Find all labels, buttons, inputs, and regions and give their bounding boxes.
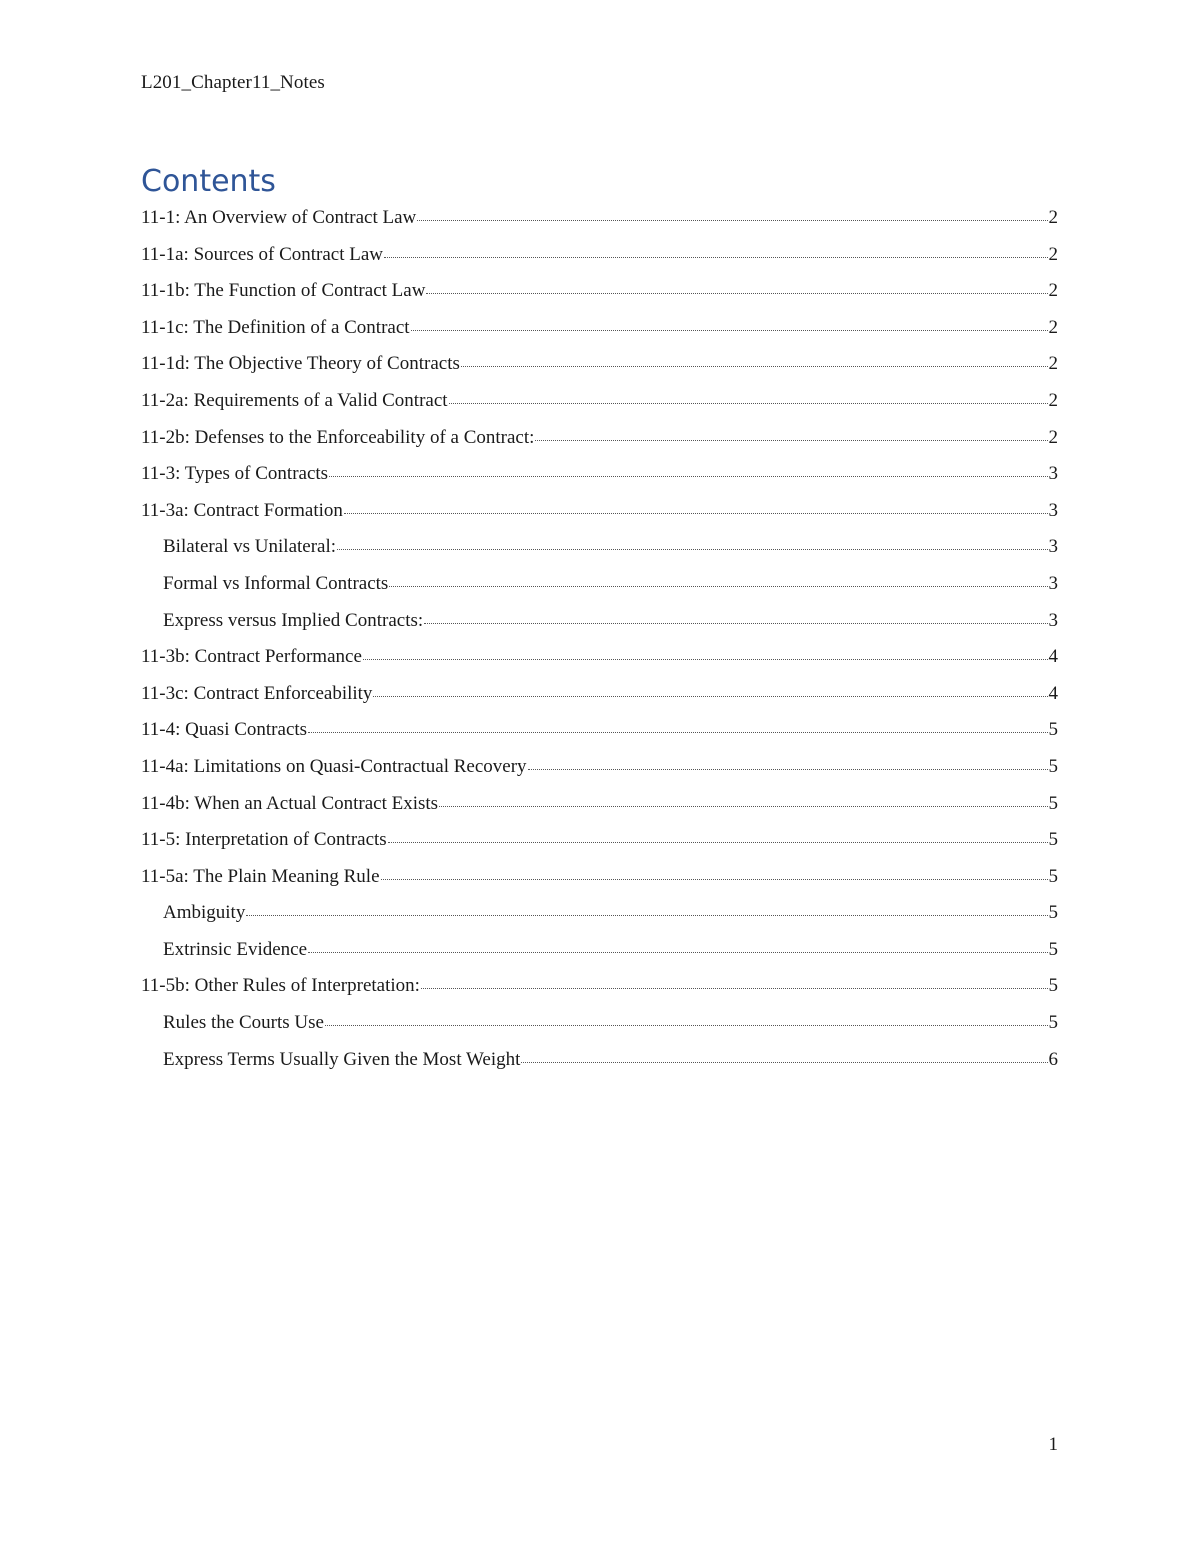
toc-entry[interactable]	[141, 968, 1058, 1005]
toc-entry-page: 5	[1048, 829, 1058, 851]
toc-entry[interactable]	[141, 932, 1058, 969]
toc-entry-page: 2	[1048, 316, 1058, 338]
toc-dot-leader	[421, 972, 1048, 991]
toc-entry-page: 2	[1048, 389, 1058, 411]
toc-entry[interactable]	[141, 529, 1058, 566]
toc-list	[141, 200, 1058, 1078]
toc-entry-label: Ambiguity	[163, 902, 246, 924]
toc-entry[interactable]	[141, 566, 1058, 603]
toc-entry-page: 3	[1048, 572, 1058, 594]
toc-entry-page: 5	[1048, 938, 1058, 960]
toc-dot-leader	[363, 643, 1048, 662]
toc-entry[interactable]	[141, 493, 1058, 530]
toc-entry[interactable]	[141, 456, 1058, 493]
toc-entry[interactable]	[141, 786, 1058, 823]
toc-entry-label: 11-4a: Limitations on Quasi-Contractual Recovery	[141, 755, 527, 777]
toc-dot-leader	[329, 460, 1047, 479]
toc-entry-page: 2	[1048, 280, 1058, 302]
toc-entry-label: Express Terms Usually Given the Most Weight	[163, 1048, 521, 1070]
toc-dot-leader	[344, 497, 1048, 516]
toc-dot-leader	[308, 716, 1047, 735]
toc-dot-leader	[384, 241, 1048, 260]
toc-entry-label: 11-5a: The Plain Meaning Rule	[141, 865, 380, 887]
toc-entry-page: 5	[1048, 792, 1058, 814]
toc-entry[interactable]	[141, 639, 1058, 676]
toc-dot-leader	[381, 863, 1048, 882]
toc-dot-leader	[337, 533, 1047, 552]
toc-dot-leader	[461, 350, 1048, 369]
toc-entry-label: 11-3c: Contract Enforceability	[141, 682, 373, 704]
toc-dot-leader	[528, 753, 1048, 772]
toc-entry-label: 11-1: An Overview of Contract Law	[141, 207, 417, 228]
toc-entry-label: 11-2a: Requirements of a Valid Contract	[141, 389, 448, 411]
toc-entry[interactable]	[141, 676, 1058, 713]
toc-entry[interactable]	[141, 310, 1058, 347]
toc-entry[interactable]	[141, 346, 1058, 383]
toc-dot-leader	[417, 204, 1047, 223]
page-number: 1	[1048, 1434, 1058, 1455]
toc-entry-page: 5	[1048, 902, 1058, 924]
toc-entry[interactable]	[141, 859, 1058, 896]
toc-entry-page: 5	[1048, 719, 1058, 741]
toc-dot-leader	[424, 607, 1047, 626]
toc-entry-page: 3	[1048, 463, 1058, 485]
toc-entry-label: 11-3b: Contract Performance	[141, 646, 362, 668]
toc-entry-label: 11-1a: Sources of Contract Law	[141, 243, 383, 265]
toc-entry-page: 5	[1048, 755, 1058, 777]
toc-dot-leader	[389, 570, 1047, 589]
toc-entry-page: 3	[1048, 536, 1058, 558]
toc-entry[interactable]	[141, 822, 1058, 859]
toc-title: Contents	[141, 164, 276, 199]
toc-entry[interactable]	[141, 237, 1058, 274]
toc-entry[interactable]	[141, 420, 1058, 457]
toc-entry[interactable]	[141, 200, 1058, 237]
toc-entry-label: 11-3a: Contract Formation	[141, 499, 343, 521]
toc-entry-page: 3	[1048, 499, 1058, 521]
page-header: L201_Chapter11_Notes	[141, 72, 325, 93]
toc-entry-label: Rules the Courts Use	[163, 1012, 324, 1034]
toc-entry-page: 5	[1048, 865, 1058, 887]
toc-entry-page: 2	[1048, 243, 1058, 265]
toc-entry[interactable]	[141, 273, 1058, 310]
toc-dot-leader	[439, 790, 1047, 809]
toc-dot-leader	[388, 826, 1048, 845]
toc-entry-label: 11-5: Interpretation of Contracts	[141, 829, 387, 851]
toc-entry[interactable]	[141, 895, 1058, 932]
toc-entry-label: 11-4: Quasi Contracts	[141, 719, 308, 741]
toc-entry-label: 11-1d: The Objective Theory of Contracts	[141, 353, 460, 375]
toc-dot-leader	[521, 1046, 1047, 1065]
toc-entry-label: 11-1b: The Function of Contract Law	[141, 280, 426, 302]
toc-entry[interactable]	[141, 749, 1058, 786]
toc-entry-page: 5	[1048, 975, 1058, 997]
toc-entry[interactable]	[141, 383, 1058, 420]
toc-entry-label: Extrinsic Evidence	[163, 938, 308, 960]
toc-dot-leader	[449, 387, 1048, 406]
toc-dot-leader	[426, 277, 1047, 296]
toc-entry-label: 11-3: Types of Contracts	[141, 463, 329, 485]
toc-dot-leader	[373, 680, 1047, 699]
toc-entry-page: 2	[1048, 207, 1058, 228]
toc-entry-page: 2	[1048, 353, 1058, 375]
toc-entry-label: Formal vs Informal Contracts	[163, 572, 389, 594]
toc-dot-leader	[325, 1009, 1048, 1028]
toc-entry-label: 11-4b: When an Actual Contract Exists	[141, 792, 439, 814]
toc-dot-leader	[246, 899, 1047, 918]
toc-entry-page: 6	[1048, 1048, 1058, 1070]
toc-entry-label: 11-5b: Other Rules of Interpretation:	[141, 975, 420, 997]
toc-entry[interactable]	[141, 1005, 1058, 1042]
toc-entry-label: 11-2b: Defenses to the Enforceability of a Contract:	[141, 426, 535, 448]
toc-dot-leader	[411, 314, 1048, 333]
toc-entry-page: 4	[1048, 682, 1058, 704]
toc-entry-label: Express versus Implied Contracts:	[163, 609, 424, 631]
toc-entry[interactable]	[141, 603, 1058, 640]
toc-dot-leader	[308, 936, 1047, 955]
toc-entry-label: 11-1c: The Definition of a Contract	[141, 316, 410, 338]
toc-entry-page: 5	[1048, 1012, 1058, 1034]
toc-entry[interactable]	[141, 712, 1058, 749]
toc-entry-page: 3	[1048, 609, 1058, 631]
toc-entry[interactable]	[141, 1042, 1058, 1079]
toc-entry-page: 2	[1048, 426, 1058, 448]
toc-entry-page: 4	[1048, 646, 1058, 668]
toc-dot-leader	[535, 424, 1047, 443]
toc-entry-label: Bilateral vs Unilateral:	[163, 536, 337, 558]
